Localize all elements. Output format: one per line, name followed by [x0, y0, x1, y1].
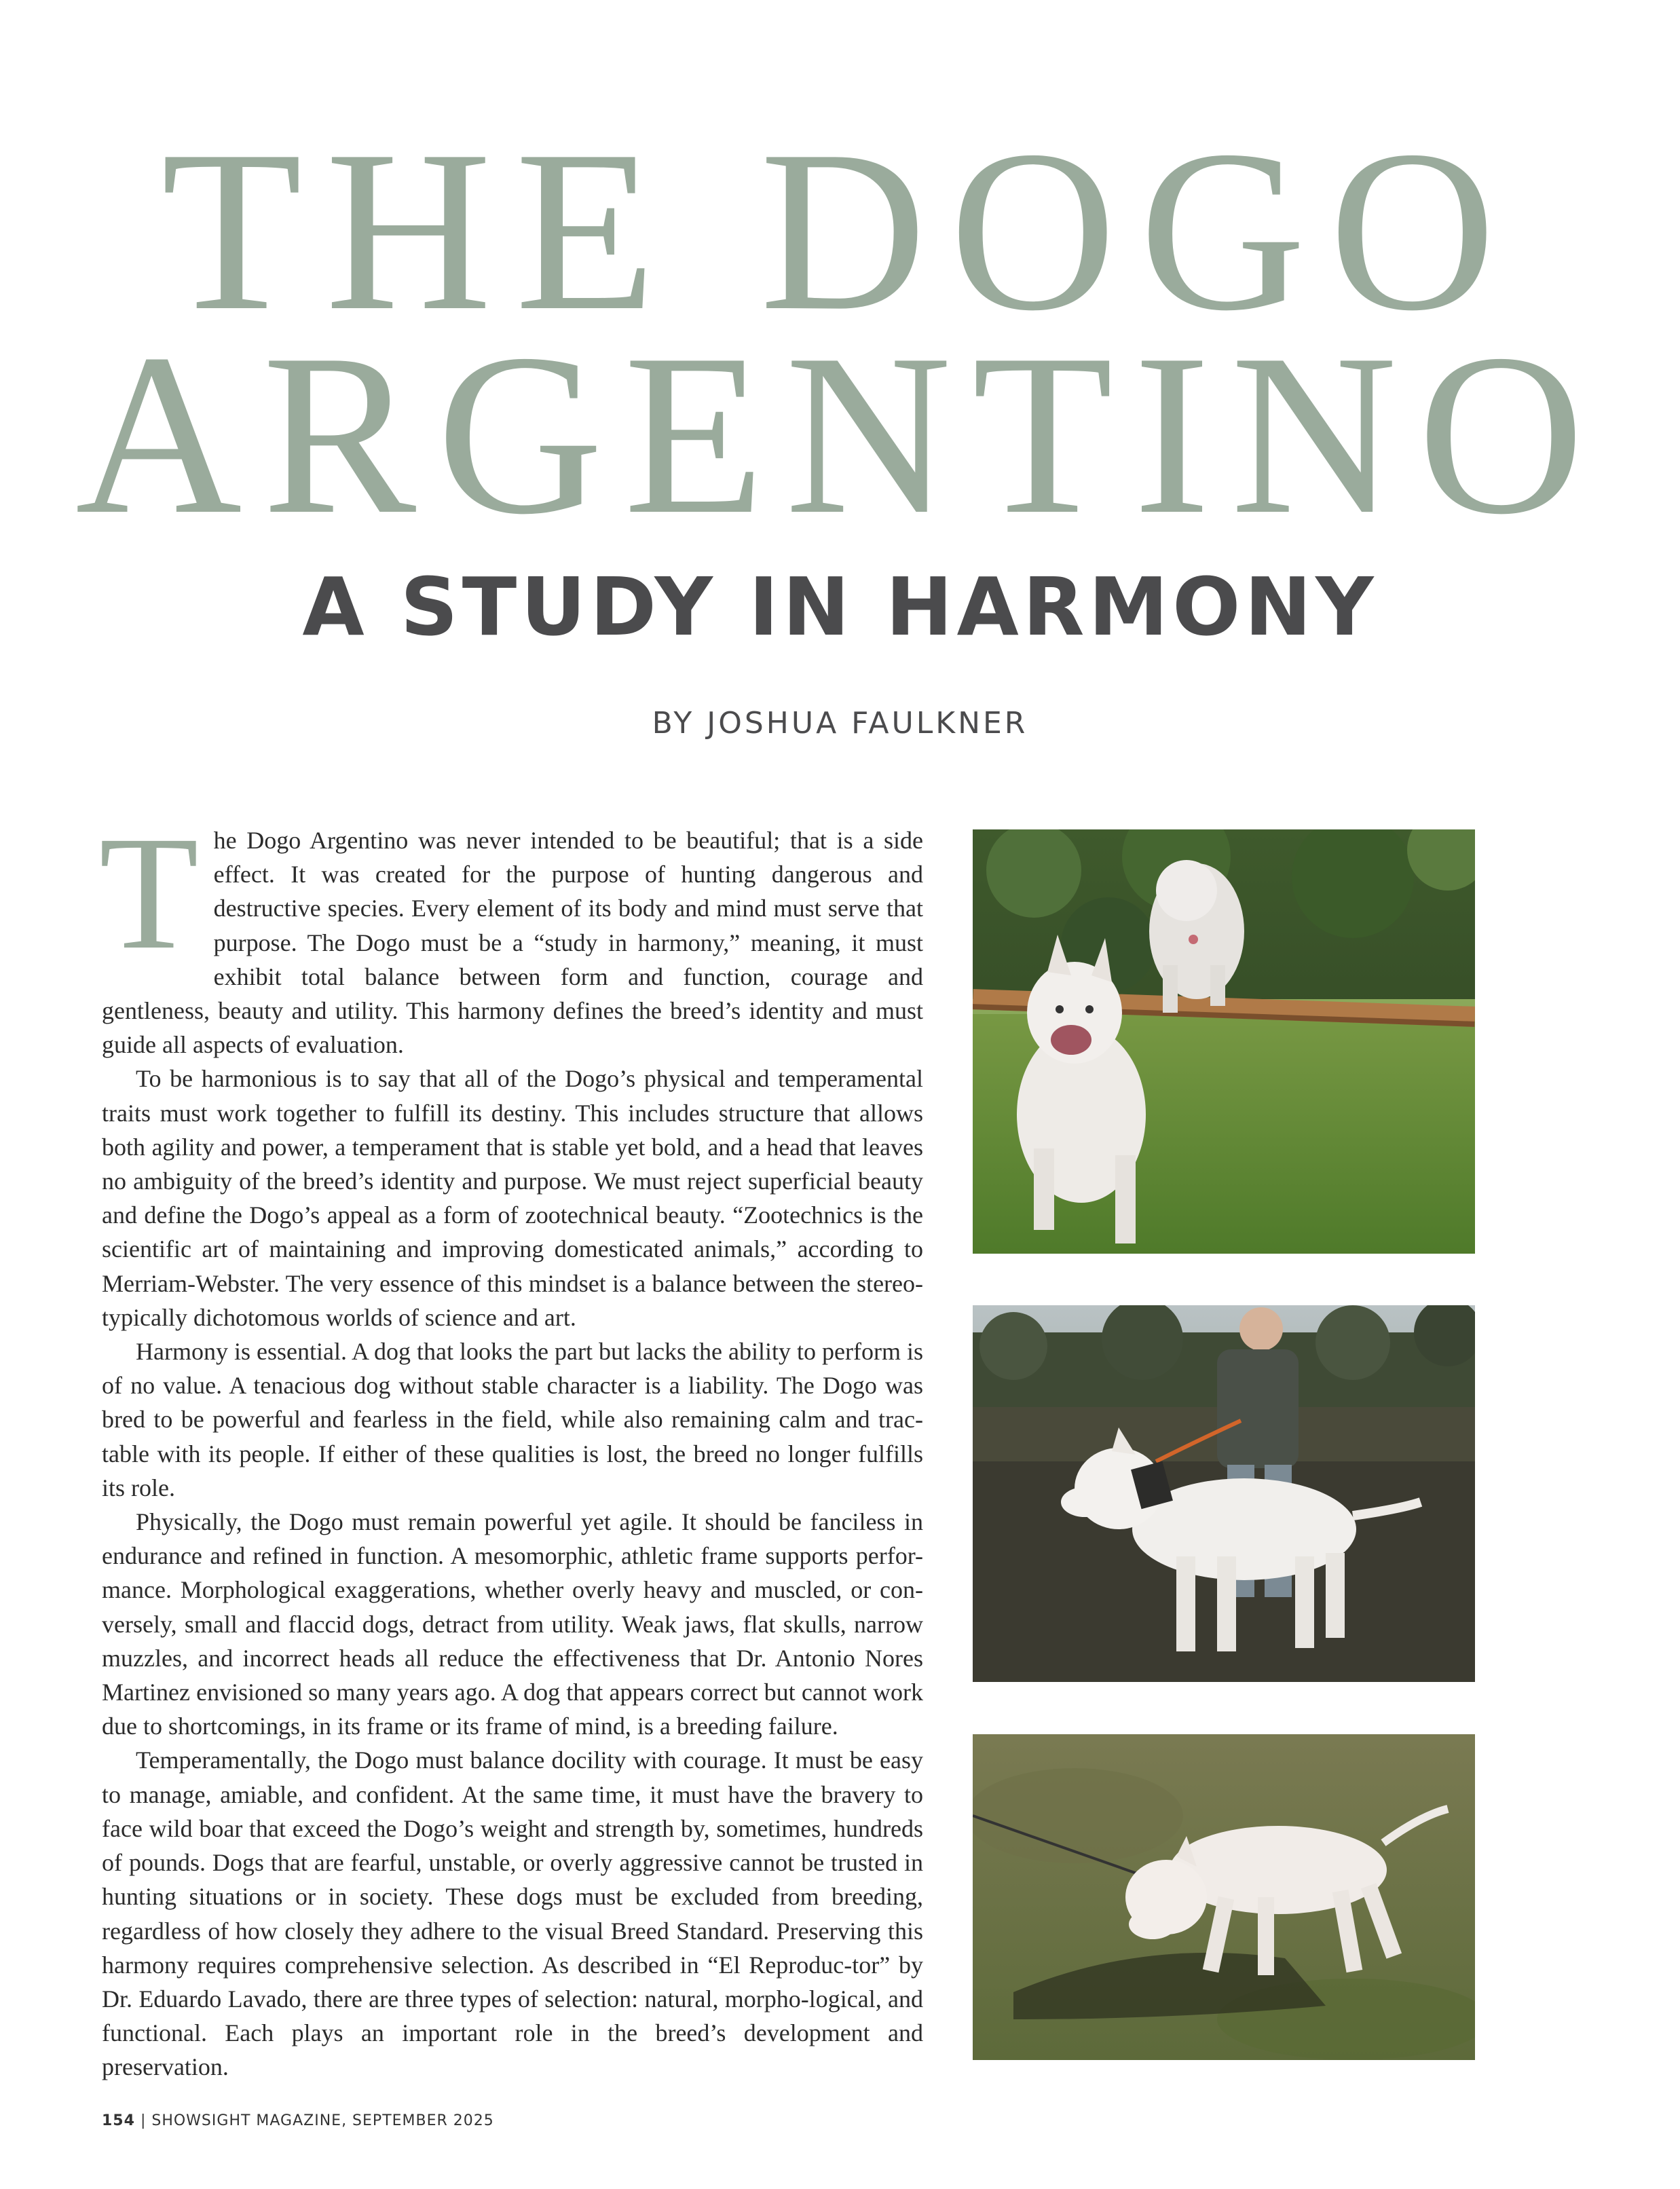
- page-number: 154: [102, 2112, 135, 2129]
- photo-boy-with-dog: [973, 1305, 1475, 1682]
- article-paragraph-4: Physically, the Dogo must remain powerful yet agile. It should be fanciless in endurance and refined in function. A mesomorphic, athletic frame supports perfor-mance. Morphological exaggerations, whether overly heavy and muscled, or con-versely, small and flaccid dogs, detract from utility. Weak jaws, flat skulls, narrow muzzles, and incorrect heads all reduce the effectiveness that Dr. Antonio Nores Martinez envisioned so many years ago. A dog that appears correct but cannot work due to shortcomings, in its frame or its frame of mind, is a breeding failure.: [102, 1508, 923, 1740]
- title-line-1: THE DOGO: [161, 102, 1519, 358]
- article-paragraph-5: Temperamentally, the Dogo must balance docility with courage. It must be easy to manage, amiable, and confident. At the same time, it must have the bravery to face wild boar that exceed the Dogo’s weight and strength by, sometimes, hundreds of pounds. Dogs that are fearful, unstable, or overly aggressive cannot be trusted in hunting situations or in society. These dogs must be excluded from breeding, regardless of how closely they adhere to the visual Breed Standard. Preserving this harmony requires comprehensive selection. As described in “El Reproduc-tor” by Dr. Eduardo Lavado, there are three types of selection: natural, morpho-logical, and functional. Each plays an important role in the breed’s development and preservation.: [102, 1746, 923, 2081]
- article-byline: BY JOSHUA FAULKNER: [652, 706, 1028, 741]
- drop-cap: T: [99, 802, 199, 983]
- title-line-2: ARGENTINO: [75, 306, 1605, 562]
- footer-separator: |: [140, 2112, 147, 2129]
- article-paragraph-1: [99, 802, 923, 1062]
- article-paragraph-3: Harmony is essential. A dog that looks the part but lacks the ability to perform is of no value. A tenacious dog without stable character is a liability. The Dogo was bred to be powerful and fearless in the field, while also remaining calm and trac-table with its people. If either of these qualities is lost, the breed no longer fulfills its role.: [102, 1338, 923, 1501]
- paragraph-1-text: he Dogo Argentino was never intended to be beautiful; that is a side effect. It was created for the purpose of hunting dangerous and destructive species. Every element of its body and mind must serve that purpose. The Dogo must be a “study in harmony,” meaning, it must exhibit total balance between form and function, courage and gentleness, beauty and utility. This harmony defines the breed’s identity and must guide all aspects of evaluation.: [102, 827, 923, 1059]
- article-subtitle: A STUDY IN HARMONY: [302, 560, 1378, 654]
- photo-dog-on-leash-grass: [973, 1734, 1475, 2060]
- article-paragraph-2: To be harmonious is to say that all of the Dogo’s physical and temperamental traits must work together to fulfill its destiny. This includes structure that allows both agility and power, a temperament that is stable yet bold, and a head that leaves no ambiguity of the breed’s identity and purpose. We must reject superficial beauty and define the Dogo’s appeal as a form of zootechnical beauty. “Zootechnics is the scientific art of maintaining and improving domesticated animals,” according to Merriam-Webster. The very essence of this mindset is a balance between the stereo-typically dichotomous worlds of science and art.: [102, 1065, 923, 1331]
- publication-info: SHOWSIGHT MAGAZINE, SEPTEMBER 2025: [151, 2112, 494, 2129]
- article-body: [99, 802, 923, 2086]
- photo-dogs-jumping-log: [973, 829, 1475, 1254]
- page-footer: [102, 2112, 494, 2129]
